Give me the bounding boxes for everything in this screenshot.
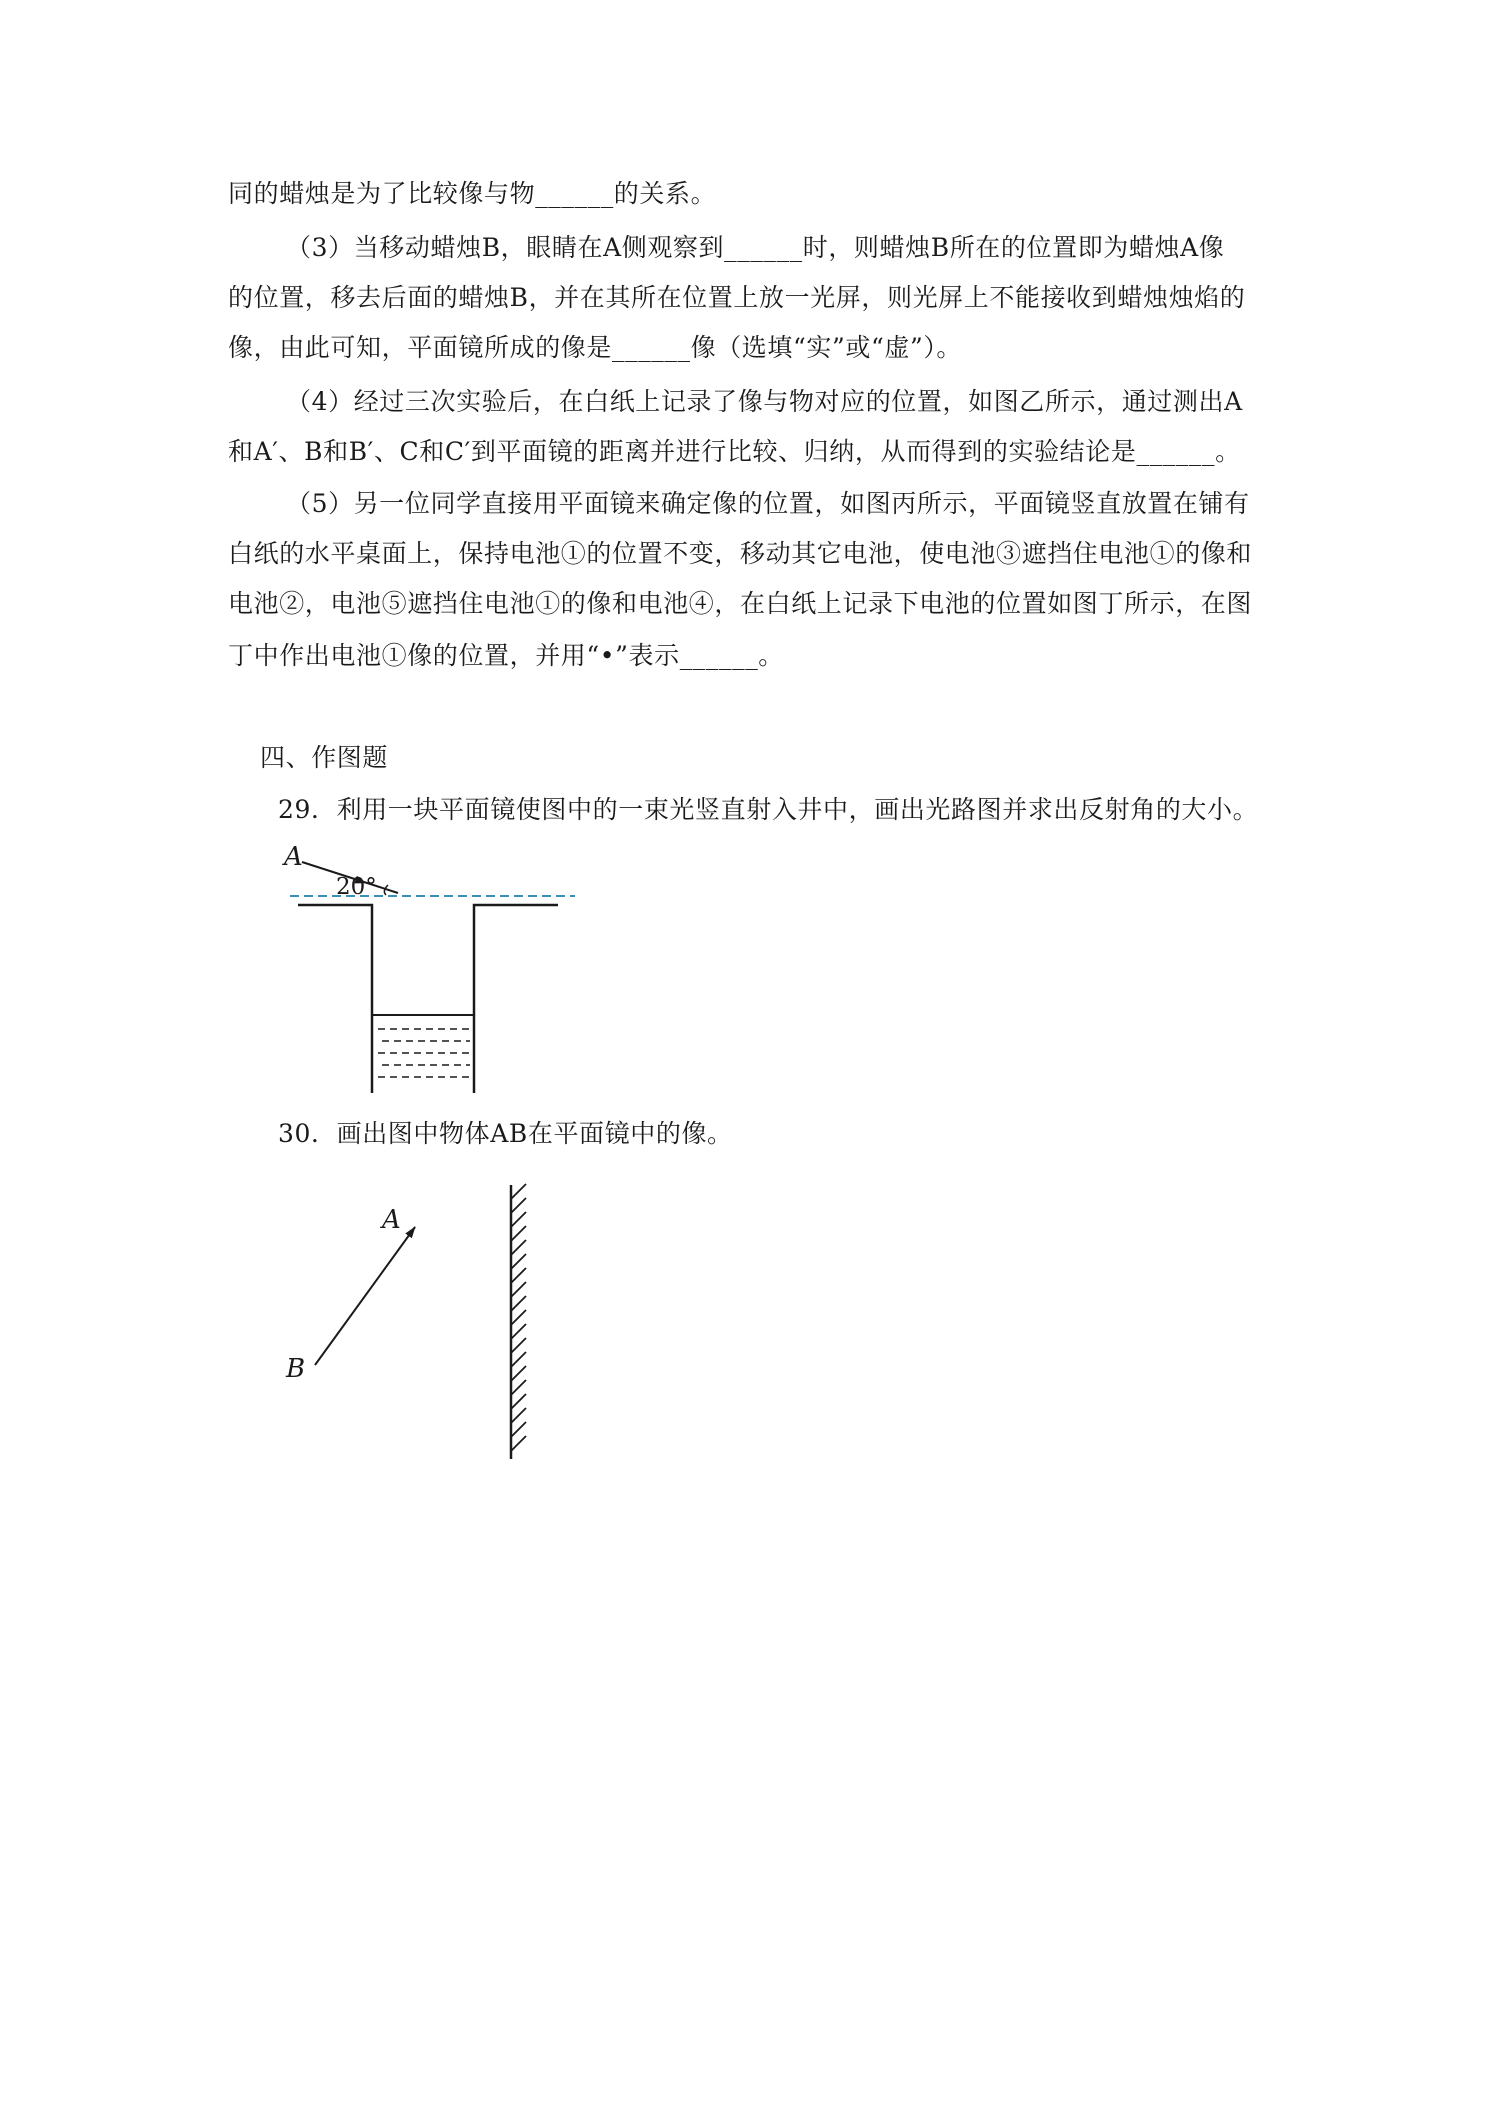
paragraph-4-line-2: 和A′、B和B′、C和C′到平面镜的距离并进行比较、归纳，从而得到的实验结论是______。 [228, 437, 1241, 466]
figure-30-label-b: B [286, 1354, 306, 1384]
well-outline [298, 905, 558, 1093]
mirror-hatching [511, 1184, 526, 1451]
figure-29-label-a: A [284, 842, 303, 872]
figure-30-mirror-diagram [270, 1165, 570, 1465]
paragraph-5-line-2: 白纸的水平桌面上，保持电池①的位置不变，移动其它电池，使电池③遮挡住电池①的像和 [228, 539, 1253, 568]
paragraph-3-line-1: （3）当移动蜡烛B，眼睛在A侧观察到______时，则蜡烛B所在的位置即为蜡烛A像 [286, 233, 1225, 262]
paragraph-5-line-3: 电池②，电池⑤遮挡住电池①的像和电池④，在白纸上记录下电池的位置如图丁所示，在图 [228, 589, 1253, 618]
figure-29-well-diagram [270, 835, 590, 1100]
paragraph-4-line-1: （4）经过三次实验后，在白纸上记录了像与物对应的位置，如图乙所示，通过测出A [286, 387, 1243, 416]
question-29: 29．利用一块平面镜使图中的一束光竖直射入井中，画出光路图并求出反射角的大小。 [278, 795, 1259, 824]
object-ab-arrow [315, 1227, 415, 1365]
paragraph-3-line-3: 像，由此可知，平面镜所成的像是______像（选填“实”或“虚”）。 [228, 333, 963, 362]
figure-30-label-a: A [382, 1205, 401, 1235]
water-dashes [378, 1029, 470, 1077]
question-30: 30．画出图中物体AB在平面镜中的像。 [278, 1119, 733, 1148]
paragraph-5-line-4: 丁中作出电池①像的位置，并用“•”表示______。 [228, 641, 784, 670]
paragraph-3-line-2: 的位置，移去后面的蜡烛B，并在其所在位置上放一光屏，则光屏上不能接收到蜡烛烛焰的 [228, 283, 1246, 312]
paragraph-2-tail: 同的蜡烛是为了比较像与物______的关系。 [228, 179, 717, 208]
section-heading: 四、作图题 [260, 743, 389, 772]
paragraph-5-line-1: （5）另一位同学直接用平面镜来确定像的位置，如图丙所示，平面镜竖直放置在铺有 [286, 489, 1250, 518]
angle-label: 20° [336, 874, 377, 900]
